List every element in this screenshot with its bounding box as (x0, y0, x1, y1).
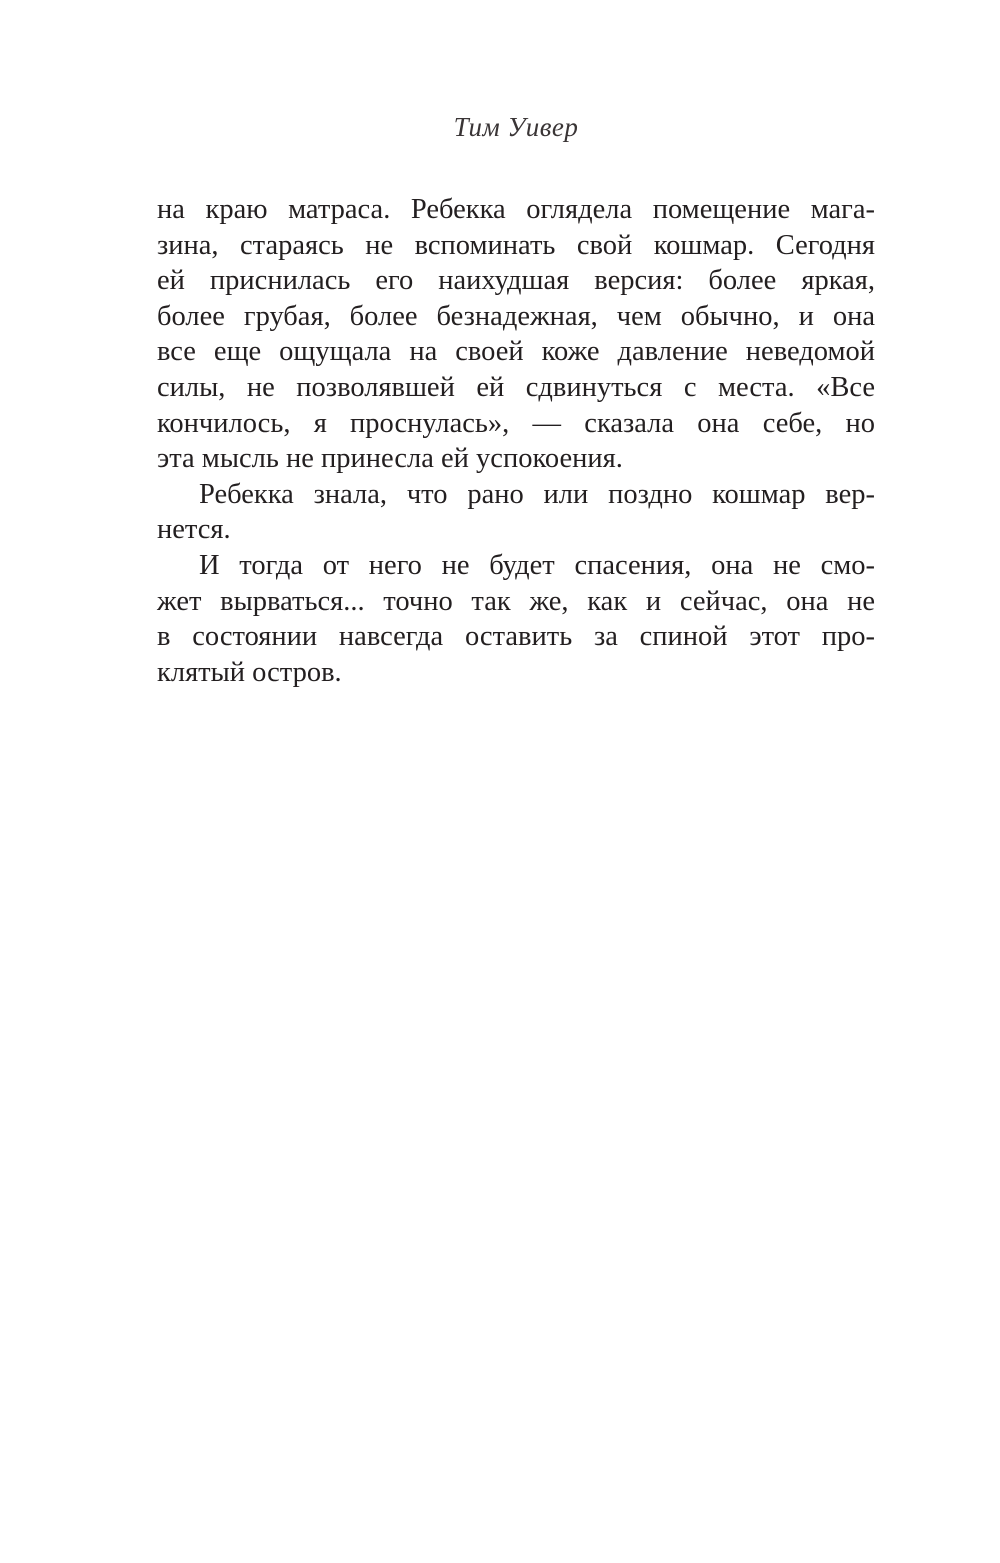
running-header: Тим Уивер (453, 112, 579, 142)
text-line: нется. (157, 514, 231, 546)
text-line: более грубая, более безнадежная, чем обычно, и она (157, 300, 875, 332)
text-line: ей приснилась его наихудшая версия: более яркая, (157, 265, 875, 297)
text-line: зина, стараясь не вспоминать свой кошмар. Сегодня (157, 229, 875, 261)
text-line: жет вырваться... точно так же, как и сейчас, она не (157, 585, 875, 617)
text-line: И тогда от него не будет спасения, она не смо- (199, 549, 875, 581)
text-line: силы, не позволявшей ей сдвинуться с места. «Все (157, 371, 875, 403)
text-line: эта мысль не принесла ей успокоения. (157, 443, 623, 475)
text-line: Ребекка знала, что рано или поздно кошмар вер- (199, 478, 875, 510)
text-line: в состоянии навсегда оставить за спиной этот про- (157, 621, 875, 653)
body-text (157, 192, 875, 690)
text-line: клятый остров. (157, 656, 342, 688)
text-line: на краю матраса. Ребекка оглядела помещение мага- (157, 194, 875, 225)
text-line: все еще ощущала на своей коже давление неведомой (157, 336, 875, 368)
text-line: кончилось, я проснулась», — сказала она себе, но (157, 407, 875, 439)
